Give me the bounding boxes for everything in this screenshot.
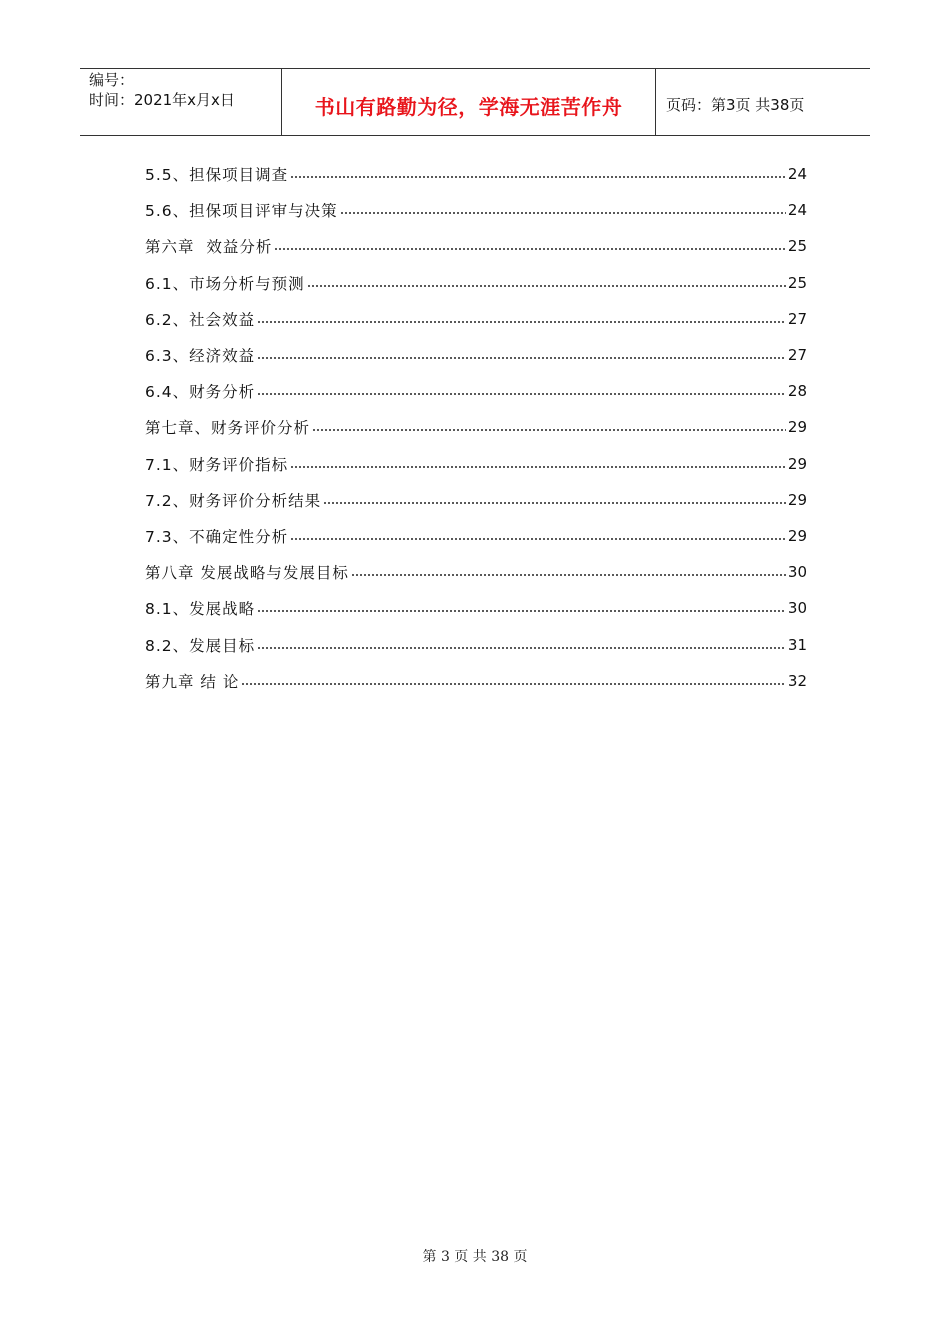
- header-page-cell: [656, 69, 870, 135]
- toc-entry-page: 28: [787, 382, 807, 401]
- number-label: 编号：: [89, 71, 135, 89]
- toc-leader-dots: [323, 496, 786, 510]
- toc-entry[interactable]: [145, 446, 807, 482]
- toc-entry-page: 24: [787, 201, 807, 220]
- toc-entry-page: 24: [787, 165, 807, 184]
- toc-entry[interactable]: [145, 373, 807, 409]
- toc-entry-page: 25: [787, 273, 807, 292]
- toc-leader-dots: [307, 279, 786, 293]
- toc-entry-title: 第六章 效益分析: [145, 238, 273, 257]
- toc-entry-title: 6.4、财务分析: [145, 383, 256, 402]
- toc-entry-title: 6.2、社会效益: [145, 310, 256, 329]
- toc-leader-dots: [241, 677, 786, 691]
- toc-leader-dots: [290, 170, 786, 184]
- toc-entry-title: 5.6、担保项目评审与决策: [145, 202, 338, 221]
- toc-leader-dots: [290, 532, 786, 546]
- toc-entry[interactable]: [145, 409, 807, 445]
- toc-entry-title: 6.3、经济效益: [145, 347, 256, 366]
- toc-entry-title: 6.1、市场分析与预测: [145, 274, 305, 293]
- toc-entry-title: 8.2、发展目标: [145, 636, 256, 655]
- toc-entry[interactable]: [145, 156, 807, 192]
- motto-text: 书山有路勤为径，学海无涯苦作舟: [314, 94, 623, 119]
- table-of-contents: [145, 156, 807, 699]
- toc-entry-page: 29: [787, 490, 807, 509]
- toc-entry-page: 29: [787, 454, 807, 473]
- toc-leader-dots: [351, 568, 786, 582]
- toc-entry-page: 30: [787, 599, 807, 618]
- toc-entry[interactable]: [145, 301, 807, 337]
- toc-leader-dots: [257, 387, 786, 401]
- toc-entry-page: 30: [787, 563, 807, 582]
- toc-entry[interactable]: [145, 554, 807, 590]
- toc-leader-dots: [274, 242, 786, 256]
- header-meta-cell: [80, 69, 282, 135]
- toc-entry[interactable]: [145, 192, 807, 228]
- toc-entry-title: 第八章 发展战略与发展目标: [145, 564, 349, 583]
- toc-entry-page: 25: [787, 237, 807, 256]
- header-motto-cell: [282, 69, 656, 135]
- page-info: 页码：第3页 共38页: [666, 95, 805, 114]
- toc-entry-page: 27: [787, 346, 807, 365]
- toc-entry[interactable]: [145, 337, 807, 373]
- toc-entry[interactable]: [145, 626, 807, 662]
- toc-entry[interactable]: [145, 518, 807, 554]
- toc-entry-title: 第七章、财务评价分析: [145, 419, 311, 438]
- toc-entry-title: 8.1、发展战略: [145, 600, 256, 619]
- toc-leader-dots: [312, 423, 786, 437]
- date-label: 时间：2021年x月x日: [89, 91, 235, 109]
- toc-leader-dots: [257, 315, 786, 329]
- toc-entry-page: 27: [787, 309, 807, 328]
- toc-leader-dots: [257, 604, 786, 618]
- toc-leader-dots: [340, 206, 786, 220]
- page-header: [80, 68, 870, 136]
- toc-entry-page: 29: [787, 526, 807, 545]
- toc-entry-title: 5.5、担保项目调查: [145, 166, 289, 185]
- toc-entry-page: 29: [787, 418, 807, 437]
- toc-entry[interactable]: [145, 663, 807, 699]
- toc-entry-title: 7.2、财务评价分析结果: [145, 491, 322, 510]
- toc-entry-page: 31: [787, 635, 807, 654]
- toc-entry[interactable]: [145, 482, 807, 518]
- toc-entry-page: 32: [787, 671, 807, 690]
- toc-entry-title: 7.1、财务评价指标: [145, 455, 289, 474]
- toc-entry-title: 7.3、不确定性分析: [145, 527, 289, 546]
- toc-entry-title: 第九章 结 论: [145, 672, 240, 691]
- toc-leader-dots: [257, 641, 786, 655]
- toc-leader-dots: [290, 460, 786, 474]
- toc-entry[interactable]: [145, 590, 807, 626]
- toc-leader-dots: [257, 351, 786, 365]
- toc-entry[interactable]: [145, 265, 807, 301]
- toc-entry[interactable]: [145, 228, 807, 264]
- page-footer: 第 3 页 共 38 页: [422, 1249, 528, 1265]
